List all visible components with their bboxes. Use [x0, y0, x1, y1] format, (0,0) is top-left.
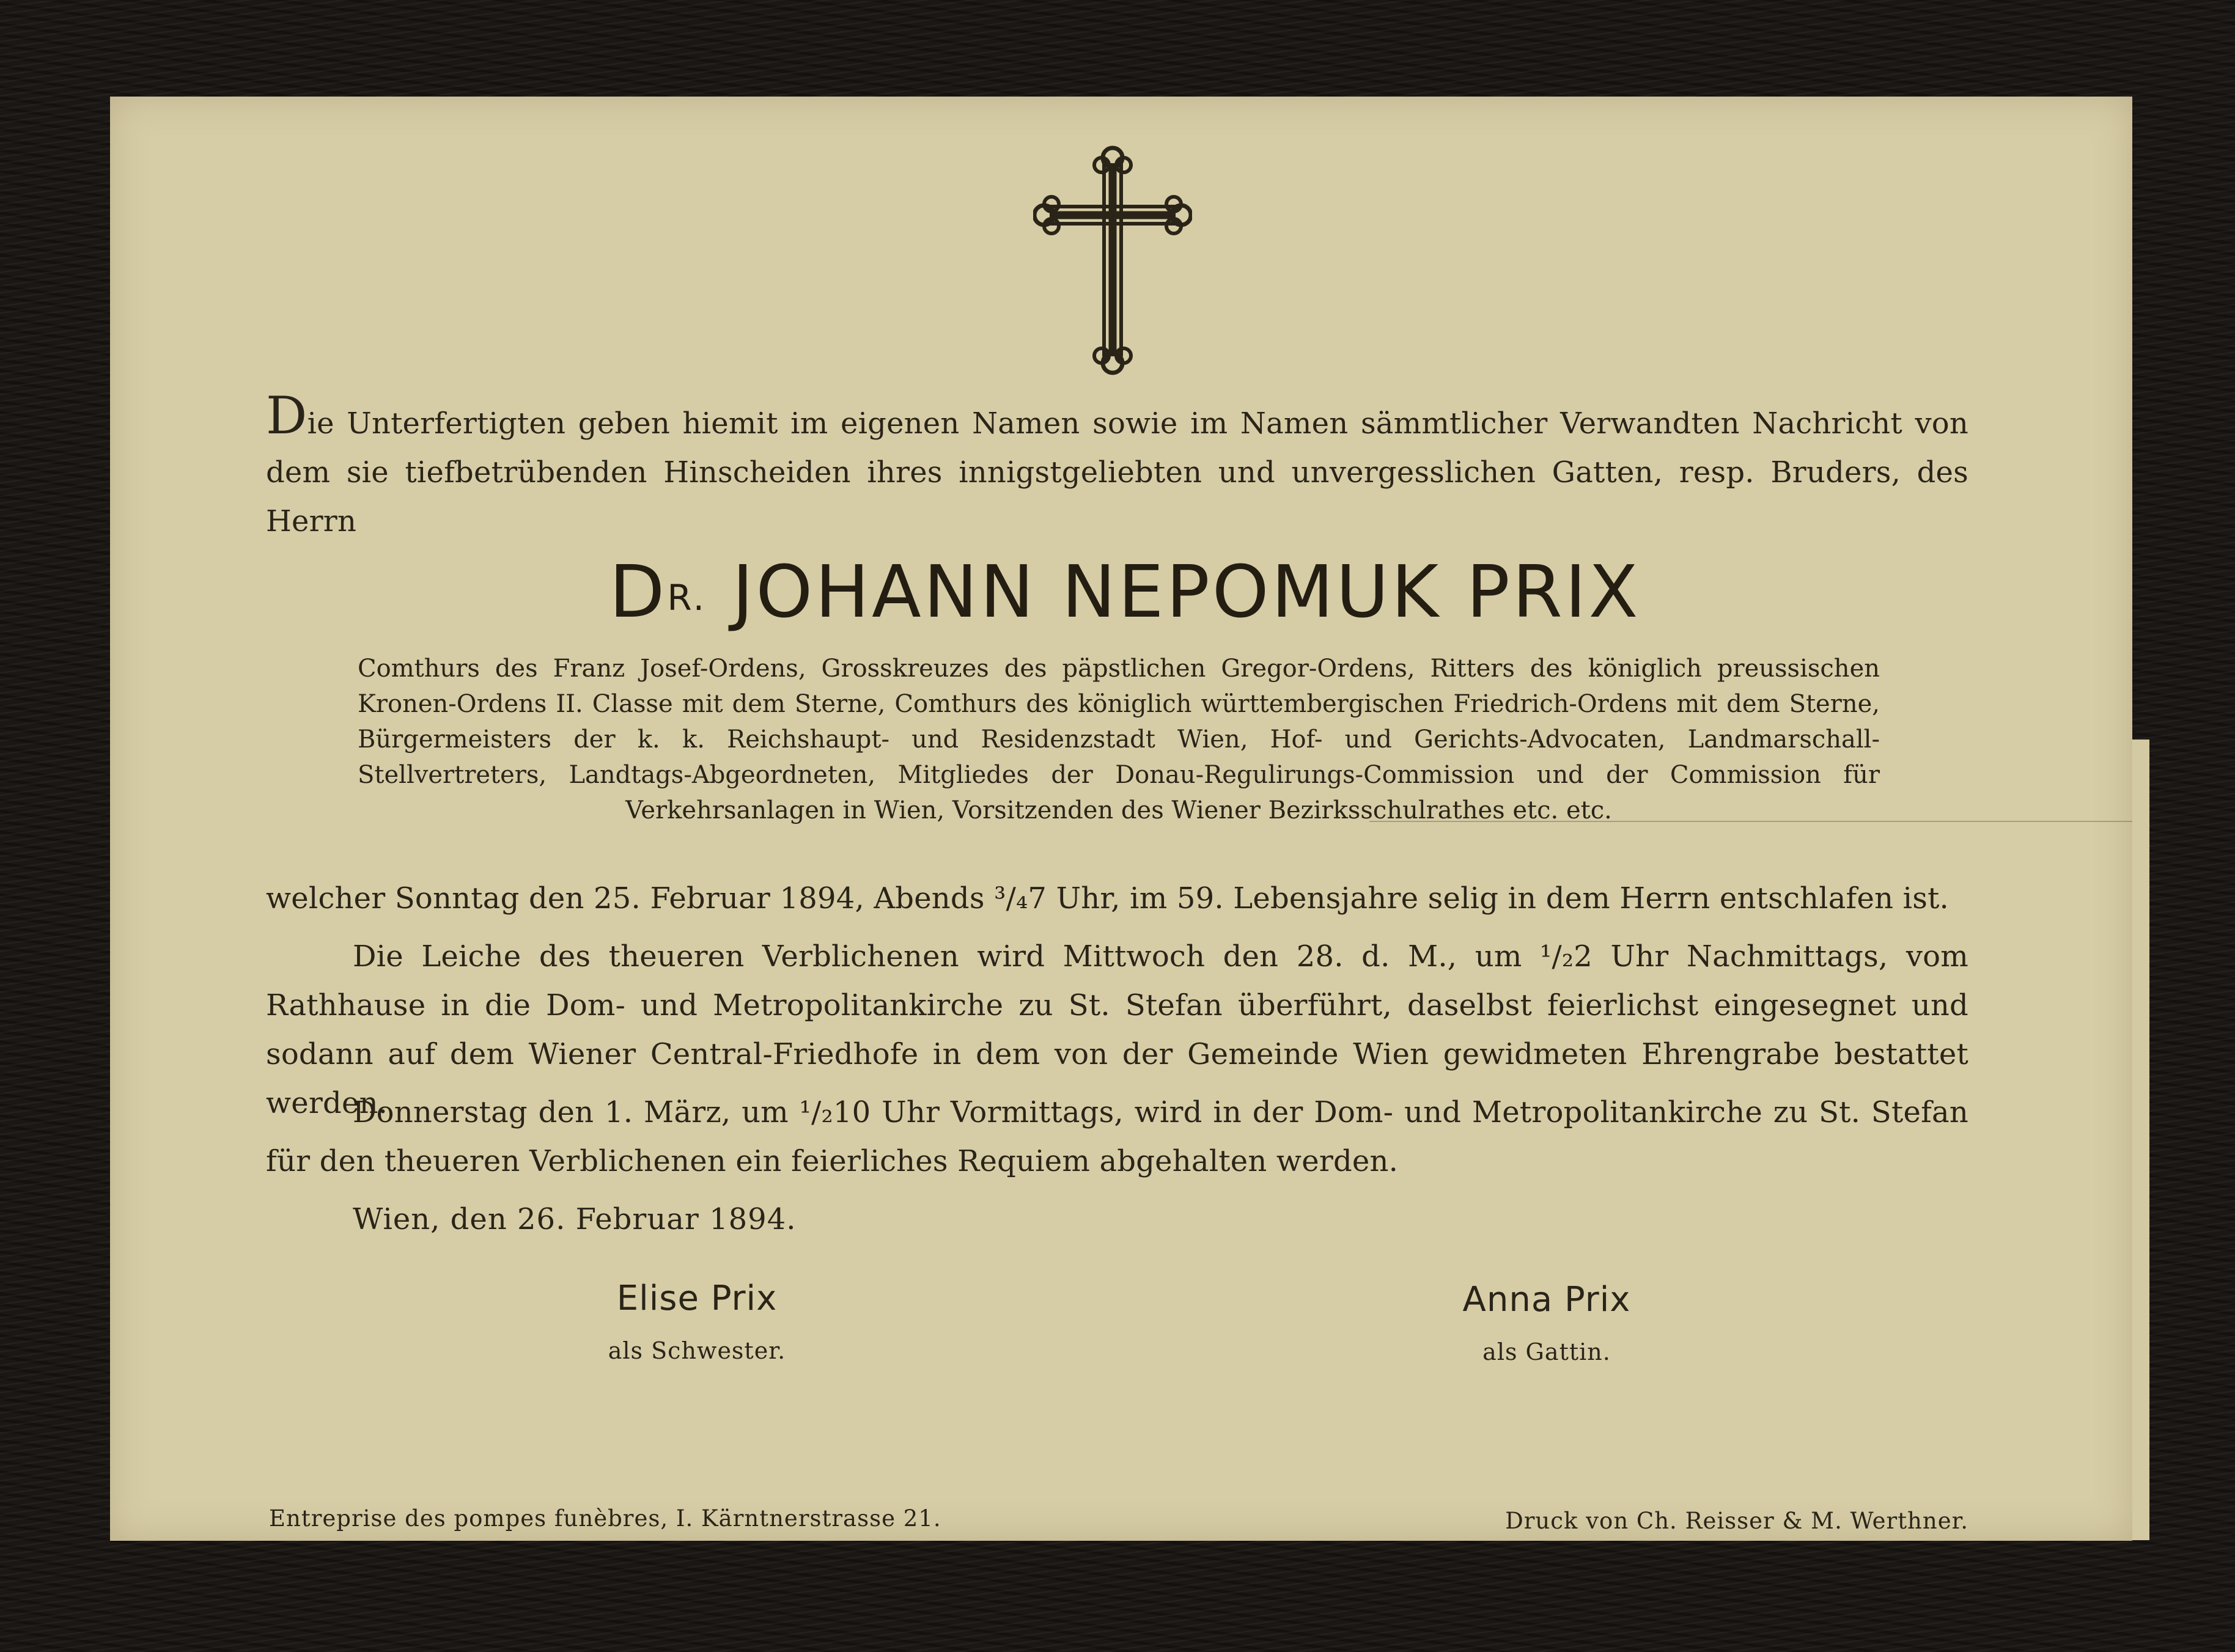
signatory-relation-1: als Schwester. — [608, 1337, 786, 1364]
place-date: Wien, den 26. Februar 1894. — [353, 1202, 797, 1236]
death-notice-paragraph: welcher Sonntag den 25. Februar 1894, Abends ³/₄7 Uhr, im 59. Lebensjahre selig in dem Herrn entschlafen ist. — [266, 881, 1950, 916]
funeral-paragraph: Die Leiche des theueren Verblichenen wird Mittwoch den 28. d. M., um ¹/₂2 Uhr Nachmittags, vom Rathhause in die Dom- und Metropolitankirche zu St. Stefan überführt, daselbst feierlichst eingesegnet und sodann auf dem Wiener Central-Friedhofe in dem von der Gemeinde Wien gewidmeten Ehrengrabe bestattet werden. — [266, 939, 1968, 1120]
requiem-paragraph: Donnerstag den 1. März, um ¹/₂10 Uhr Vormittags, wird in der Dom- und Metropolitankirche zu St. Stefan für den theueren Verblichenen ein feierliches Requiem abgehalten werden. — [266, 1095, 1968, 1178]
name-main: JOHANN NEPOMUK PRIX — [732, 549, 1641, 634]
deceased-name — [587, 549, 1663, 634]
honorific-titles: Comthurs des Franz Josef-Ordens, Grosskreuzes des päpstlichen Gregor-Ordens, Ritters des königlich preussischen Kronen-Ordens II. Classe mit dem Sterne, Comthurs des königlich württembergischen Friedrich-Ordens mit dem Sterne, Bürgermeisters der k. k. Reichshaupt- und Residenzstadt Wien, Hof- und Gerichts-Advocaten, Landmarschall-Stellvertreters, Landtags-Abgeordneten, Mitgliedes der Donau-Regulirungs-Commission und der Commission für Verkehrsanlagen in Wien, Vorsitzenden des Wiener Bezirksschulrathes etc. etc. — [358, 655, 1880, 824]
paper-edge — [2132, 740, 2149, 1540]
name-prefix-sup: R. — [667, 577, 707, 619]
intro-paragraph — [266, 386, 1968, 546]
intro-initial: D — [266, 386, 307, 446]
intro-text: ie Unterfertigten geben hiemit im eigenen Namen sowie im Namen sämmtlicher Verwandten Nachricht von dem sie tiefbetrübenden Hinscheiden ihres innigstgeliebten und unvergesslichen Gatten, resp. Bruders, des Herrn — [266, 406, 1968, 538]
footer-undertaker: Entreprise des pompes funèbres, I. Kärntnerstrasse 21. — [269, 1505, 941, 1532]
signatory-name-1: Elise Prix — [616, 1279, 778, 1318]
footer-printer: Druck von Ch. Reisser & M. Werthner. — [1505, 1508, 1968, 1534]
signatory-relation-2: als Gattin. — [1482, 1338, 1611, 1365]
signatory-name-2: Anna Prix — [1462, 1280, 1631, 1320]
cross-icon — [1033, 141, 1192, 379]
name-prefix: D — [609, 549, 668, 634]
